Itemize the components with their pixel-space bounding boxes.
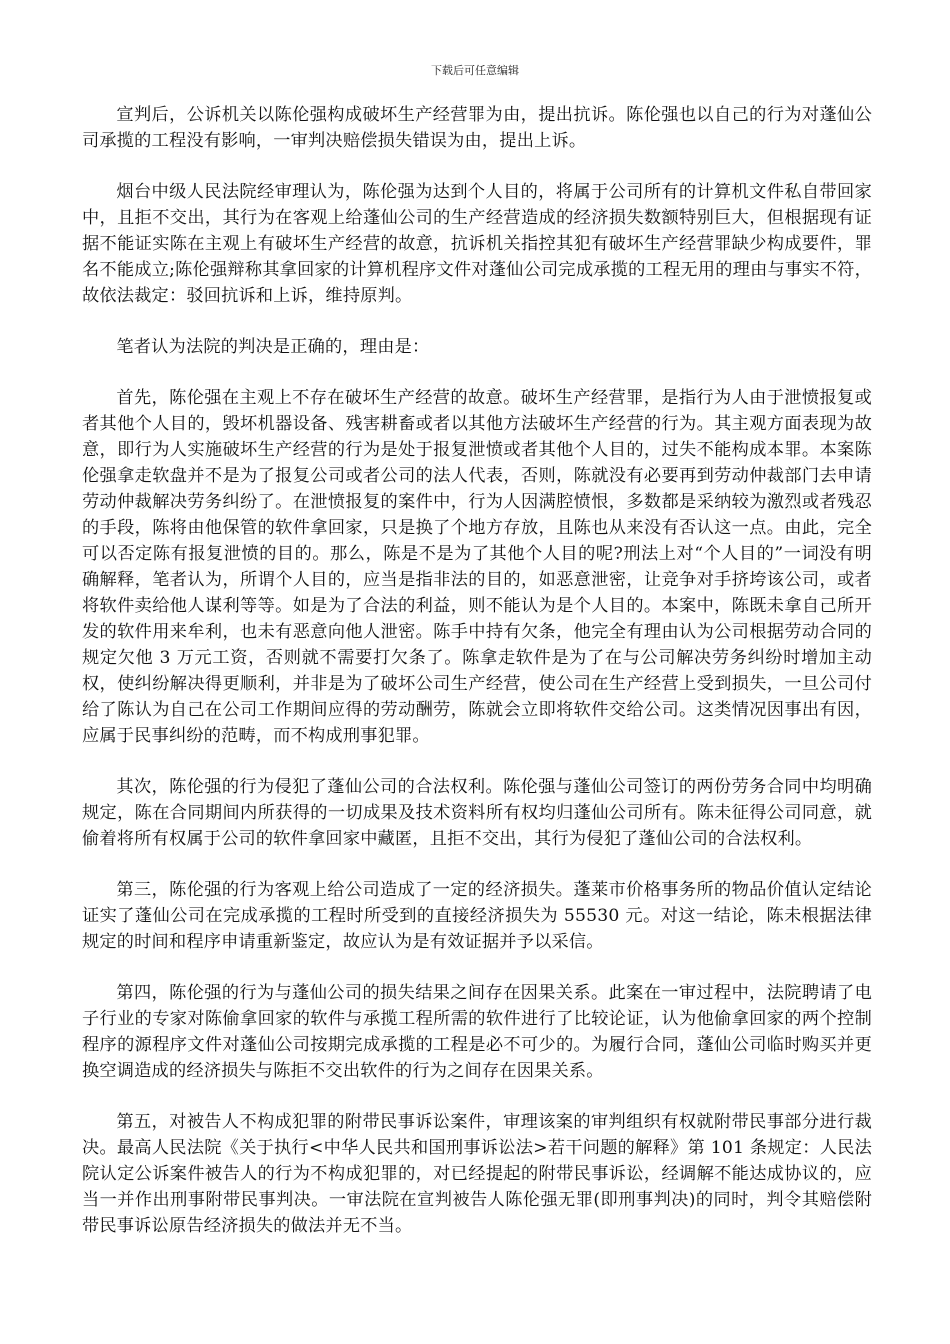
paragraph-appeal: 宣判后，公诉机关以陈伦强构成破坏生产经营罪为由，提出抗诉。陈伦强也以自己的行为对蓬仙公司承揽的工程没有影响，一审判决赔偿损失错误为由，提出上诉。 — [82, 105, 872, 151]
paragraph-second-reason: 其次，陈伦强的行为侵犯了蓬仙公司的合法权利。陈伦强与蓬仙公司签订的两份劳务合同中均明确规定，陈在合同期间内所获得的一切成果及技术资料所有权均归蓬仙公司所有。陈未征得公司同意，就偷着将所有权属于公司的软件拿回家中藏匿，且拒不交出，其行为侵犯了蓬仙公司的合法权利。 — [82, 777, 872, 849]
document-body — [82, 102, 872, 1264]
page-header: 下载后可任意编辑 — [431, 64, 519, 77]
paragraph-fifth-reason: 第五，对被告人不构成犯罪的附带民事诉讼案件，审理该案的审判组织有权就附带民事部分进行裁决。最高人民法院《关于执行<中华人民共和国刑事诉讼法>若干问题的解释》第 101 条规定：人民法院认定公诉案件被告人的行为不构成犯罪的，对已经提起的附带民事诉讼，经调解不能达成协议的，应当一并作出刑事附带民事判决。一审法院在宣判被告人陈伦强无罪(即刑事判决)的同时，判令其赔偿附带民事诉讼原告经济损失的做法并无不当。 — [82, 1112, 872, 1236]
paragraph-court-ruling: 烟台中级人民法院经审理认为，陈伦强为达到个人目的，将属于公司所有的计算机文件私自带回家中，且拒不交出，其行为在客观上给蓬仙公司的生产经营造成的经济损失数额特别巨大，但根据现有证据不能证实陈在主观上有破坏生产经营的故意，抗诉机关指控其犯有破坏生产经营罪缺少构成要件，罪名不能成立;陈伦强辩称其拿回家的计算机程序文件对蓬仙公司完成承揽的工程无用的理由与事实不符，故依法裁定：驳回抗诉和上诉，维持原判。 — [82, 182, 872, 306]
paragraph-third-reason: 第三，陈伦强的行为客观上给公司造成了一定的经济损失。蓬莱市价格事务所的物品价值认定结论证实了蓬仙公司在完成承揽的工程时所受到的直接经济损失为 55530 元。对这一结论，陈未根据法律规定的时间和程序申请重新鉴定，故应认为是有效证据并予以采信。 — [82, 880, 872, 952]
paragraph-author-opinion: 笔者认为法院的判决是正确的，理由是： — [116, 337, 430, 357]
paragraph-fourth-reason: 第四，陈伦强的行为与蓬仙公司的损失结果之间存在因果关系。此案在一审过程中，法院聘请了电子行业的专家对陈偷拿回家的软件与承揽工程所需的软件进行了比较论证，认为他偷拿回家的两个控制程序的源程序文件对蓬仙公司按期完成承揽的工程是必不可少的。为履行合同，蓬仙公司临时购买并更换空调造成的经济损失与陈拒不交出软件的行为之间存在因果关系。 — [82, 983, 872, 1081]
paragraph-first-reason: 首先，陈伦强在主观上不存在破坏生产经营的故意。破坏生产经营罪，是指行为人由于泄愤报复或者其他个人目的，毁坏机器设备、残害耕畜或者以其他方法破坏生产经营的行为。其主观方面表现为故意，即行为人实施破坏生产经营的行为是处于报复泄愤或者其他个人目的，过失不能构成本罪。本案陈伦强拿走软盘并不是为了报复公司或者公司的法人代表，否则，陈就没有必要再到劳动仲裁部门去申请劳动仲裁解决劳务纠纷了。在泄愤报复的案件中，行为人因满腔愤恨，多数都是采纳较为激烈或者残忍的手段，陈将由他保管的软件拿回家，只是换了个地方存放，且陈也从来没有否认这一点。由此，完全可以否定陈有报复泄愤的目的。那么，陈是不是为了其他个人目的呢?刑法上对“个人目的”一词没有明确解释，笔者认为，所谓个人目的，应当是指非法的目的，如恶意泄密，让竞争对手挤垮该公司，或者将软件卖给他人谋利等等。如是为了合法的利益，则不能认为是个人目的。本案中，陈既未拿自己所开发的软件用来牟利，也未有恶意向他人泄密。陈手中持有欠条，他完全有理由认为公司根据劳动合同的规定欠他 3 万元工资，否则就不需要打欠条了。陈拿走软件是为了在与公司解决劳务纠纷时增加主动权，使纠纷解决得更顺利，并非是为了破坏公司生产经营，使公司在生产经营上受到损失，一旦公司付给了陈认为自己在公司工作期间应得的劳动酬劳，陈就会立即将软件交给公司。这类情况因事出有因，应属于民事纠纷的范畴，而不构成刑事犯罪。 — [82, 388, 872, 746]
